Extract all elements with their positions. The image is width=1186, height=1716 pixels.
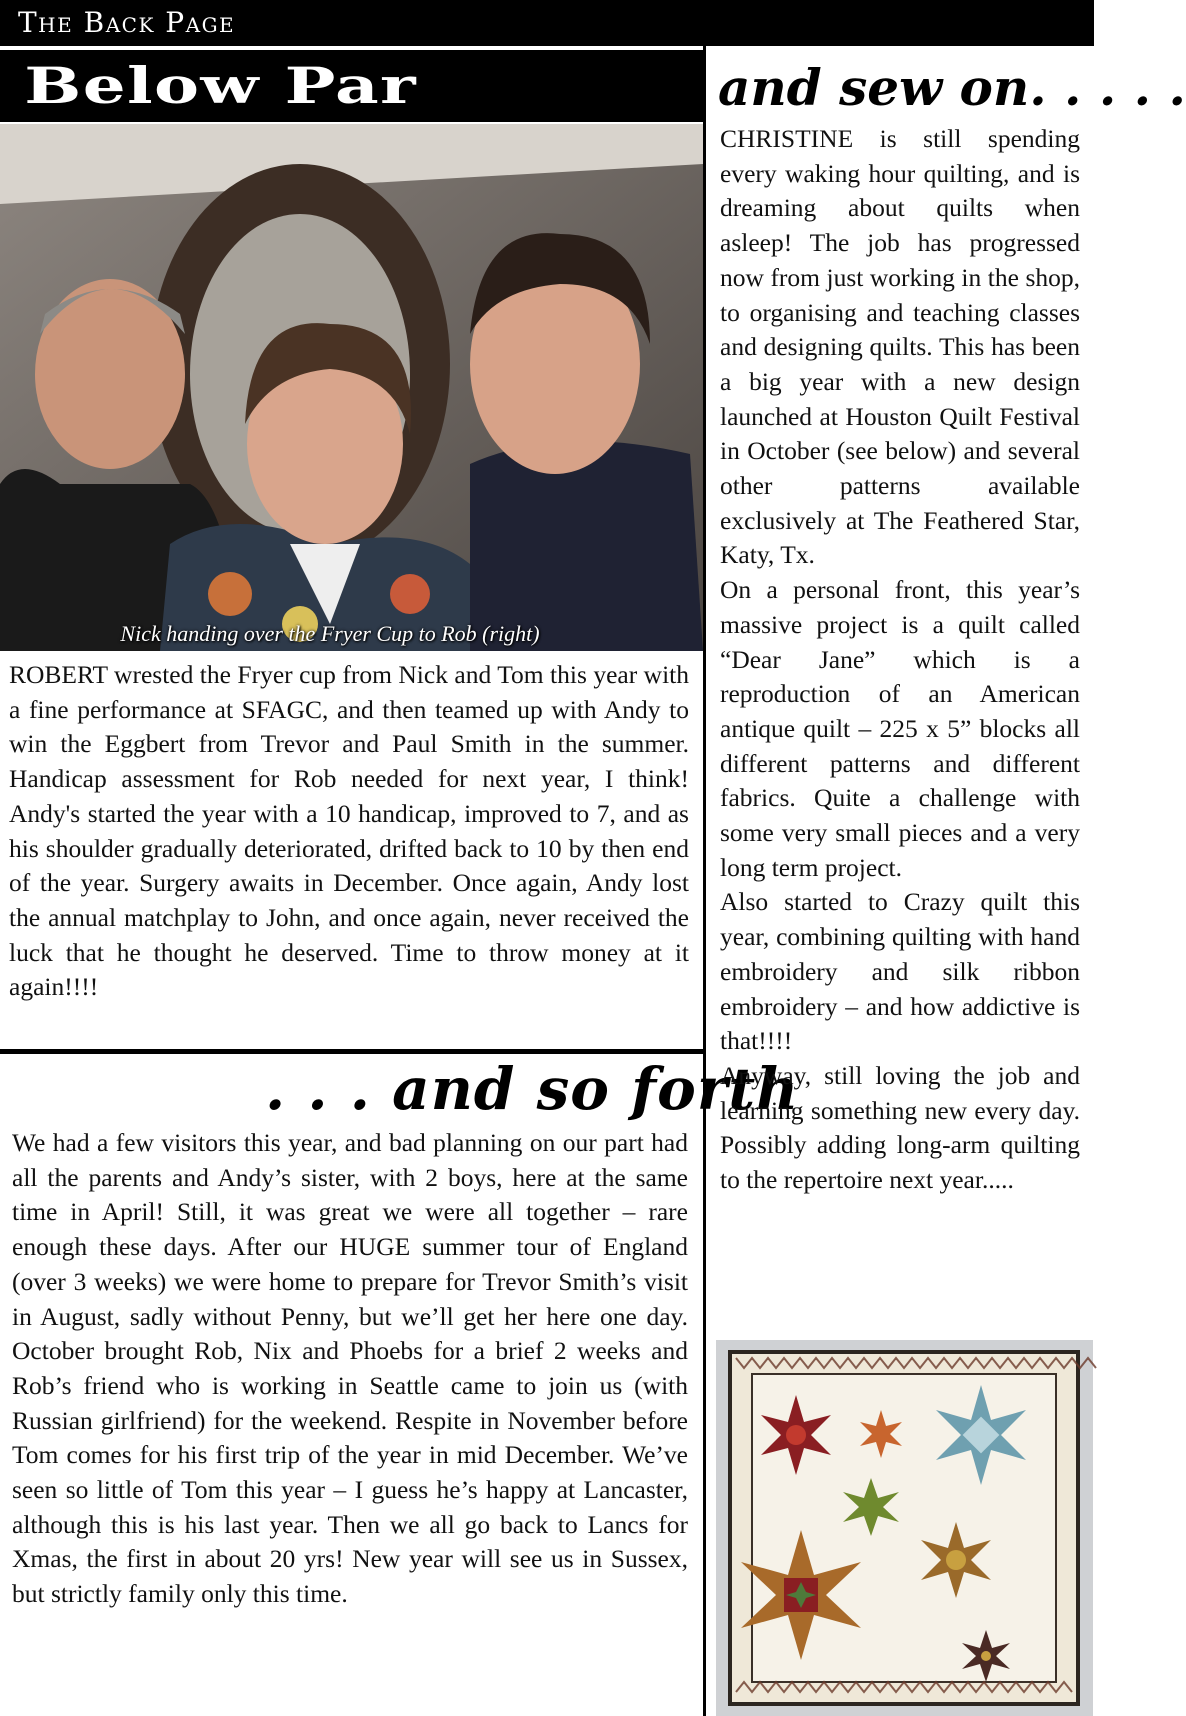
feathered-star-quilt-photo [716, 1340, 1093, 1716]
sew-on-title: and sew on. . . . . [718, 58, 1186, 117]
golf-trophy-photo [0, 124, 703, 651]
golf-article-text: ROBERT wrested the Fryer cup from Nick and Tom this year with a fine performance at SFAGC, and then teamed up with Andy to win the Eggbert from Trevor and Paul Smith in the summer. Handicap assessment for Rob needed for next year, I think! Andy's started the year with a 10 handicap, improved to 7, and as his shoulder gradually deteriorated, drifted back to 10 by then end of the year. Surgery awaits in December. Once again, Andy lost the annual matchplay to John, and once again, never received the luck that he thought he deserved. Time to throw money at it again!!!! [9, 660, 689, 1002]
quilting-article [720, 122, 1080, 1198]
quilting-paragraph: On a personal front, this year’s massive project is a quilt called “Dear Jane” which is a reproduction of an American antique quilt – 225 x 5” blocks all different patterns and different fabrics. Quite a challenge with some very small pieces and a very long term project. [720, 575, 1080, 882]
quilting-paragraph: Anyway, still loving the job and learning something new every day. Possibly adding long-arm quilting to the repertoire next year..... [720, 1060, 1080, 1195]
below-par-title: Below Par [24, 56, 417, 115]
below-par-title-bar [0, 50, 703, 122]
so-forth-title: . . . and so forth [265, 1055, 800, 1123]
quilting-paragraph: Also started to Crazy quilt this year, combining quilting with hand embroidery and silk ribbon embroidery – and how addictive is that!!!! [720, 887, 1080, 1056]
section-divider [0, 1049, 703, 1054]
section-label: The Back Page [18, 6, 236, 39]
photo-caption: Nick handing over the Fryer Cup to Rob (right) [120, 621, 540, 646]
family-news-text: We had a few visitors this year, and bad planning on our part had all the parents and Andy’s sister, with 2 boys, here at the same time in April! Still, it was great we were all together – rare enough these days. After our HUGE summer tour of England (over 3 weeks) we were home to prepare for Trevor Smith’s visit in August, sadly without Penny, but we’ll get her here one day. October brought Rob, Nix and Phoebs for a brief 2 weeks and Rob’s friend who is working in Seattle came to join us (with Russian girlfriend) for the weekend. Respite in November before Tom comes for his first trip of the year in mid December. We’ve seen so little of Tom this year – I guess he’s happy at Lancaster, although this is his last year. Then we all go back to Lancs for Xmas, the first in about 20 yrs! New year will see us in Sussex, but strictly family only this time. [12, 1128, 688, 1609]
quilting-paragraph: CHRISTINE is still spending every waking hour quilting, and is dreaming about quilts when asleep! The job has progressed now from just working in the shop, to organising and teaching classes and designing quilts. This has been a big year with a new design launched at Houston Quilt Festival in October (see below) and several other patterns available exclusively at The Feathered Star, Katy, Tx. [720, 124, 1080, 570]
section-header-bar [0, 0, 1094, 46]
column-divider [703, 46, 706, 1716]
